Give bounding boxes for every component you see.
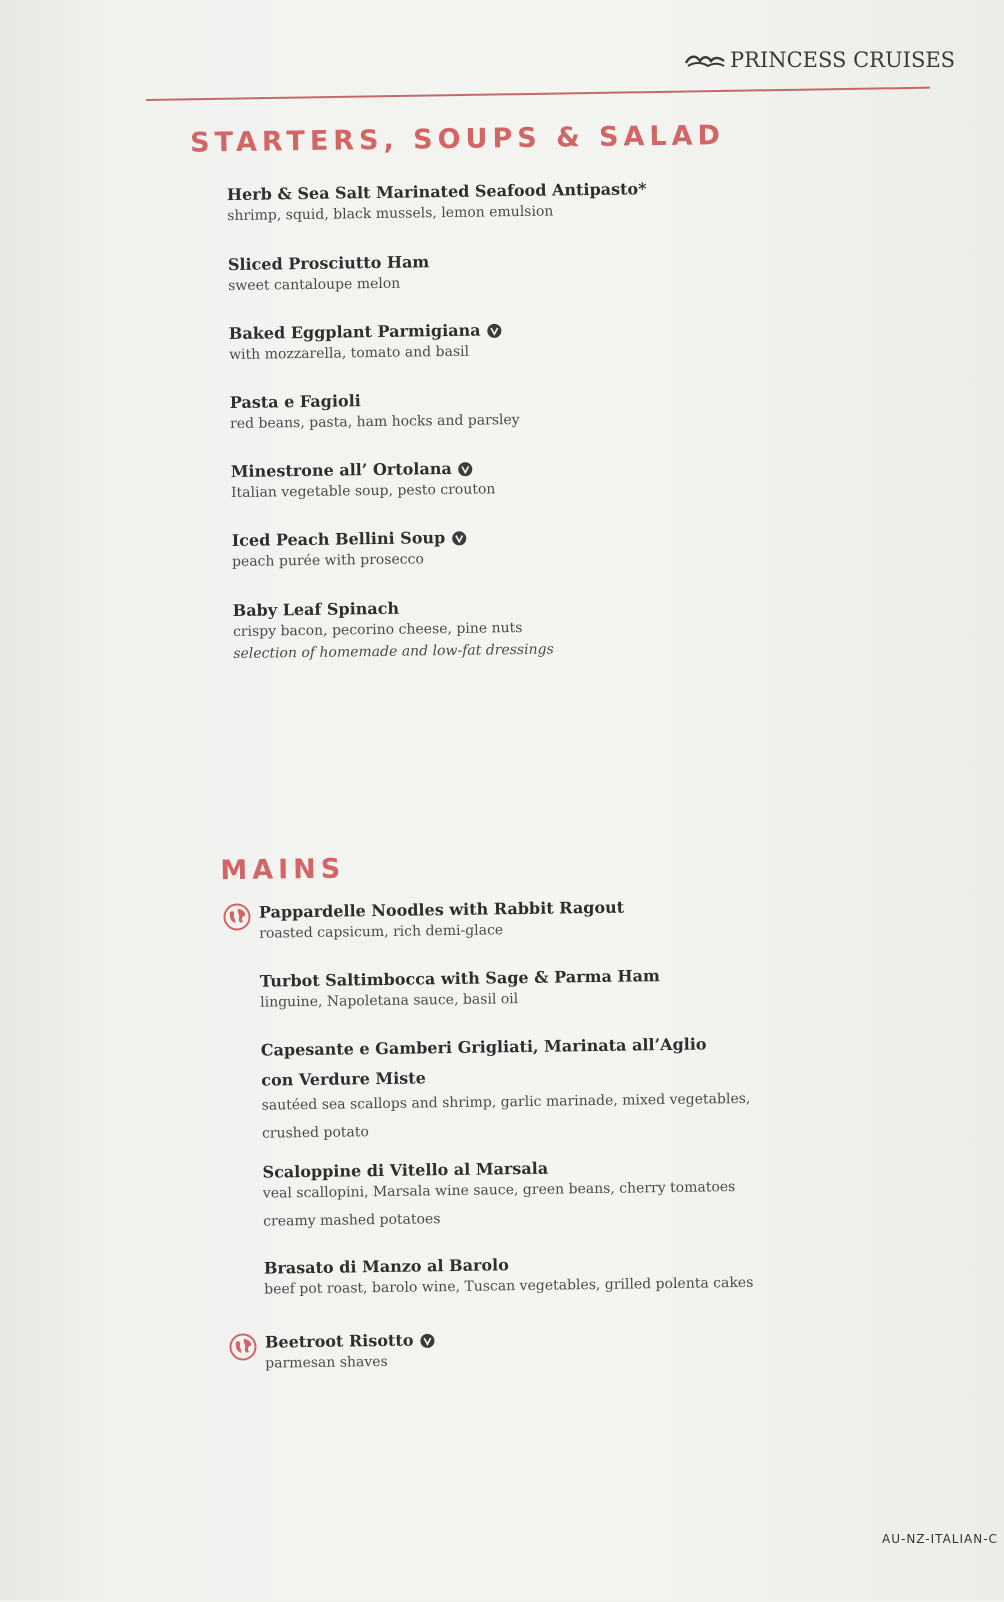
menu-item: [230, 389, 520, 435]
globe-icon: [223, 903, 251, 931]
item-description: sweet cantaloupe melon: [228, 275, 401, 295]
item-name: Brasato di Manzo al Barolo: [263, 1255, 509, 1278]
item-description: peach purée with prosecco: [231, 551, 424, 571]
item-name: Baby Leaf Spinach: [232, 598, 400, 621]
vegetarian-icon: [486, 323, 501, 338]
menu-item: [264, 1252, 754, 1301]
item-name: Turbot Saltimbocca with Sage & Parma Ham: [259, 966, 660, 991]
menu-item: [265, 1330, 435, 1374]
item-description-line2: crushed potato: [261, 1124, 369, 1142]
vegetarian-icon: [458, 461, 473, 476]
menu-item: [231, 458, 496, 504]
item-name-line2: con Verdure Miste: [261, 1068, 426, 1090]
item-description: parmesan shaves: [265, 1353, 388, 1372]
item-description: crispy bacon, pecorino cheese, pine nuts: [232, 619, 523, 641]
item-description: Italian vegetable soup, pesto crouton: [230, 481, 496, 502]
item-name: Baked Eggplant Parmigiana: [228, 320, 481, 344]
item-description: shrimp, squid, black mussels, lemon emulsion: [227, 203, 554, 225]
item-description-line2: creamy mashed potatoes: [263, 1211, 441, 1230]
vegetarian-icon: [451, 530, 466, 545]
item-description: linguine, Napoletana sauce, basil oil: [260, 991, 519, 1011]
menu-item: [260, 966, 661, 1014]
menu-item: [232, 528, 467, 573]
item-name: Minestrone all’ Ortolana: [230, 458, 452, 482]
item-description: roasted capsicum, rich demi-glace: [259, 922, 504, 942]
vegetarian-icon: [419, 1333, 434, 1348]
item-name: Pasta e Fagioli: [229, 391, 361, 413]
starters-section-title: STARTERS, SOUPS & SALAD: [189, 120, 726, 159]
item-description: red beans, pasta, ham hocks and parsley: [230, 412, 520, 433]
menu-item: [261, 1034, 751, 1145]
item-name: Herb & Sea Salt Marinated Seafood Antipasto*: [226, 179, 647, 205]
item-name: Capesante e Gamberi Grigliati, Marinata all’Aglio: [260, 1034, 707, 1060]
menu-item: [233, 597, 554, 665]
menu-item: [262, 1156, 735, 1233]
item-name: Iced Peach Bellini Soup: [231, 528, 446, 551]
globe-icon: [229, 1333, 257, 1361]
menu-item: [259, 898, 625, 945]
menu-code: AU-NZ-ITALIAN-C: [882, 1532, 998, 1546]
item-description: beef pot roast, barolo wine, Tuscan vegetables, grilled polenta cakes: [264, 1274, 754, 1298]
brand-name: PRINCESS CRUISES: [730, 48, 956, 72]
item-note: selection of homemade and low-fat dressings: [233, 641, 554, 663]
item-description: veal scallopini, Marsala wine sauce, green beans, cherry tomatoes: [262, 1179, 736, 1202]
menu-item: [229, 320, 502, 366]
item-description: sautéed sea scallops and shrimp, garlic marinade, mixed vegetables,: [261, 1090, 751, 1114]
mains-section-title: MAINS: [220, 853, 346, 887]
item-name: Beetroot Risotto: [264, 1330, 414, 1352]
item-name: Sliced Prosciutto Ham: [227, 252, 430, 275]
menu-item: [228, 252, 430, 297]
item-name: Pappardelle Noodles with Rabbit Ragout: [258, 897, 625, 922]
menu-item: [227, 179, 647, 227]
item-name: Scaloppine di Vitello al Marsala: [262, 1158, 549, 1182]
item-description: with mozzarella, tomato and basil: [229, 343, 470, 364]
